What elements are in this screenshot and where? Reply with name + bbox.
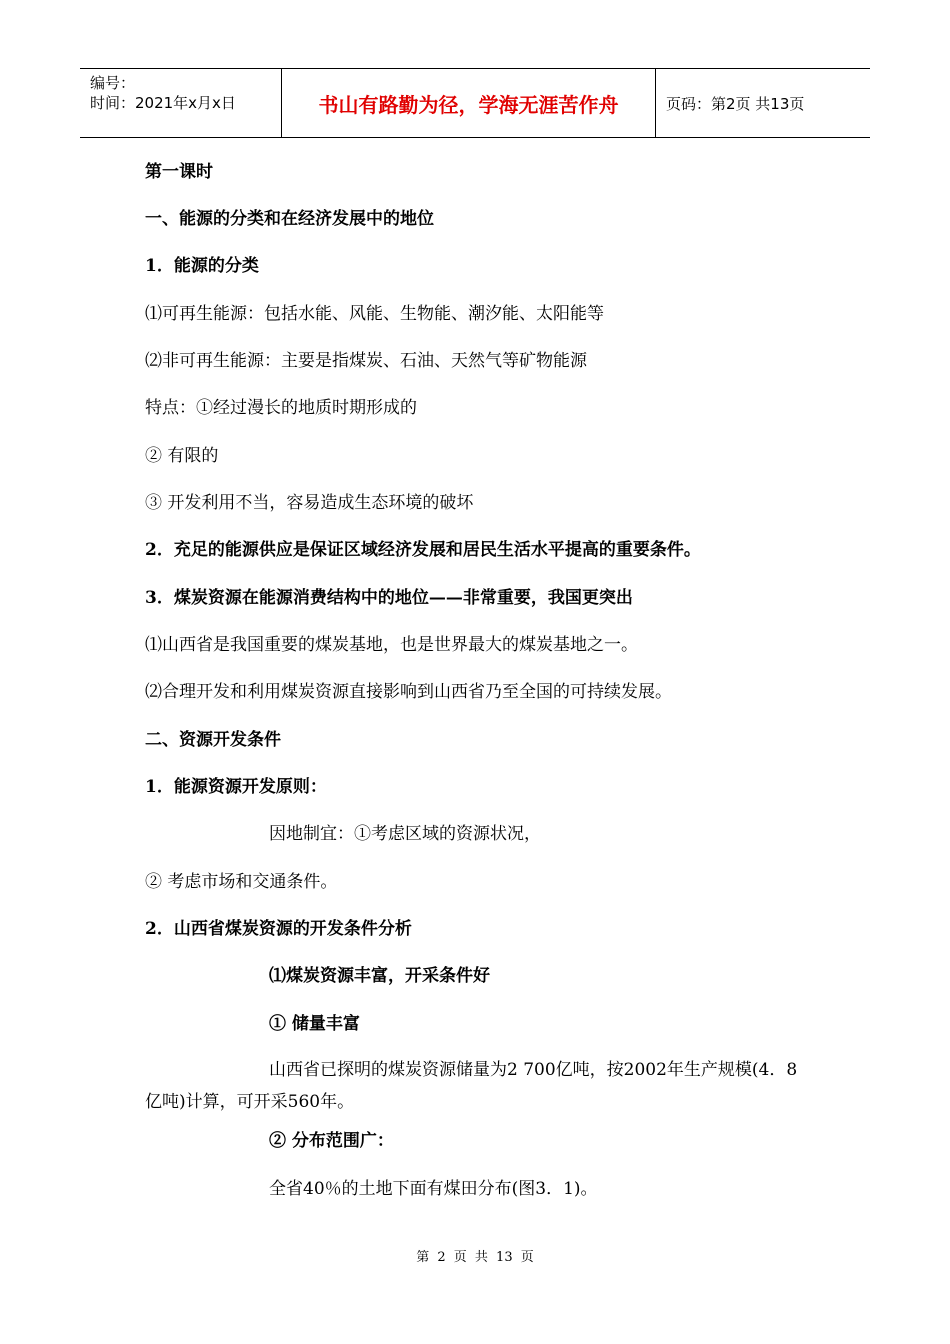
text-line: ⑵合理开发和利用煤炭资源直接影响到山西省乃至全国的可持续发展。: [145, 682, 672, 702]
subheading-energy-supply: 2．充足的能源供应是保证区域经济发展和居民生活水平提高的重要条件。: [145, 540, 701, 560]
text-line: ② 有限的: [145, 446, 219, 466]
page-footer: 第 2 页 共 13 页: [416, 1250, 534, 1265]
subheading-rich-resources: ⑴煤炭资源丰富，开采条件好: [269, 966, 490, 986]
reserves-paragraph: 山西省已探明的煤炭资源储量为2 700亿吨，按2002年生产规模(4．8亿吨)计算，可开采560年。: [145, 1060, 798, 1112]
document-header: [80, 68, 870, 138]
text-line: 特点：①经过漫长的地质时期形成的: [145, 398, 417, 418]
subheading-reserves: ① 储量丰富: [269, 1014, 360, 1034]
text-line: ⑵非可再生能源：主要是指煤炭、石油、天然气等矿物能源: [145, 351, 587, 371]
header-page-info: 页码：第2页 共13页: [666, 94, 805, 113]
header-motto-cell: [282, 69, 656, 137]
section-heading-1: 一、能源的分类和在经济发展中的地位: [145, 209, 434, 229]
text-line: ⑴山西省是我国重要的煤炭基地，也是世界最大的煤炭基地之一。: [145, 635, 638, 655]
section-heading-2: 二、资源开发条件: [145, 730, 281, 750]
lesson-title: 第一课时: [145, 162, 213, 182]
text-line: 全省40％的土地下面有煤田分布(图3．1)。: [269, 1179, 598, 1199]
text-line: 因地制宜：①考虑区域的资源状况，: [269, 824, 541, 844]
header-page-cell: [656, 69, 870, 137]
document-date: 时间：2021年x月x日: [90, 94, 236, 112]
motto-text: 书山有路勤为径，学海无涯苦作舟: [318, 92, 619, 117]
subheading-distribution: ② 分布范围广：: [269, 1131, 394, 1151]
subheading-principles: 1．能源资源开发原则：: [145, 777, 327, 797]
header-meta-cell: [80, 69, 282, 137]
subheading-coal-position: 3．煤炭资源在能源消费结构中的地位——非常重要，我国更突出: [145, 588, 633, 608]
document-number: 编号：: [90, 74, 136, 92]
text-line: ② 考虑市场和交通条件。: [145, 872, 338, 892]
subheading-energy-classification: 1．能源的分类: [145, 256, 259, 276]
text-line: ⑴可再生能源：包括水能、风能、生物能、潮汐能、太阳能等: [145, 304, 604, 324]
subheading-shanxi-analysis: 2．山西省煤炭资源的开发条件分析: [145, 919, 412, 939]
text-line: ③ 开发利用不当，容易造成生态环境的破坏: [145, 493, 474, 513]
